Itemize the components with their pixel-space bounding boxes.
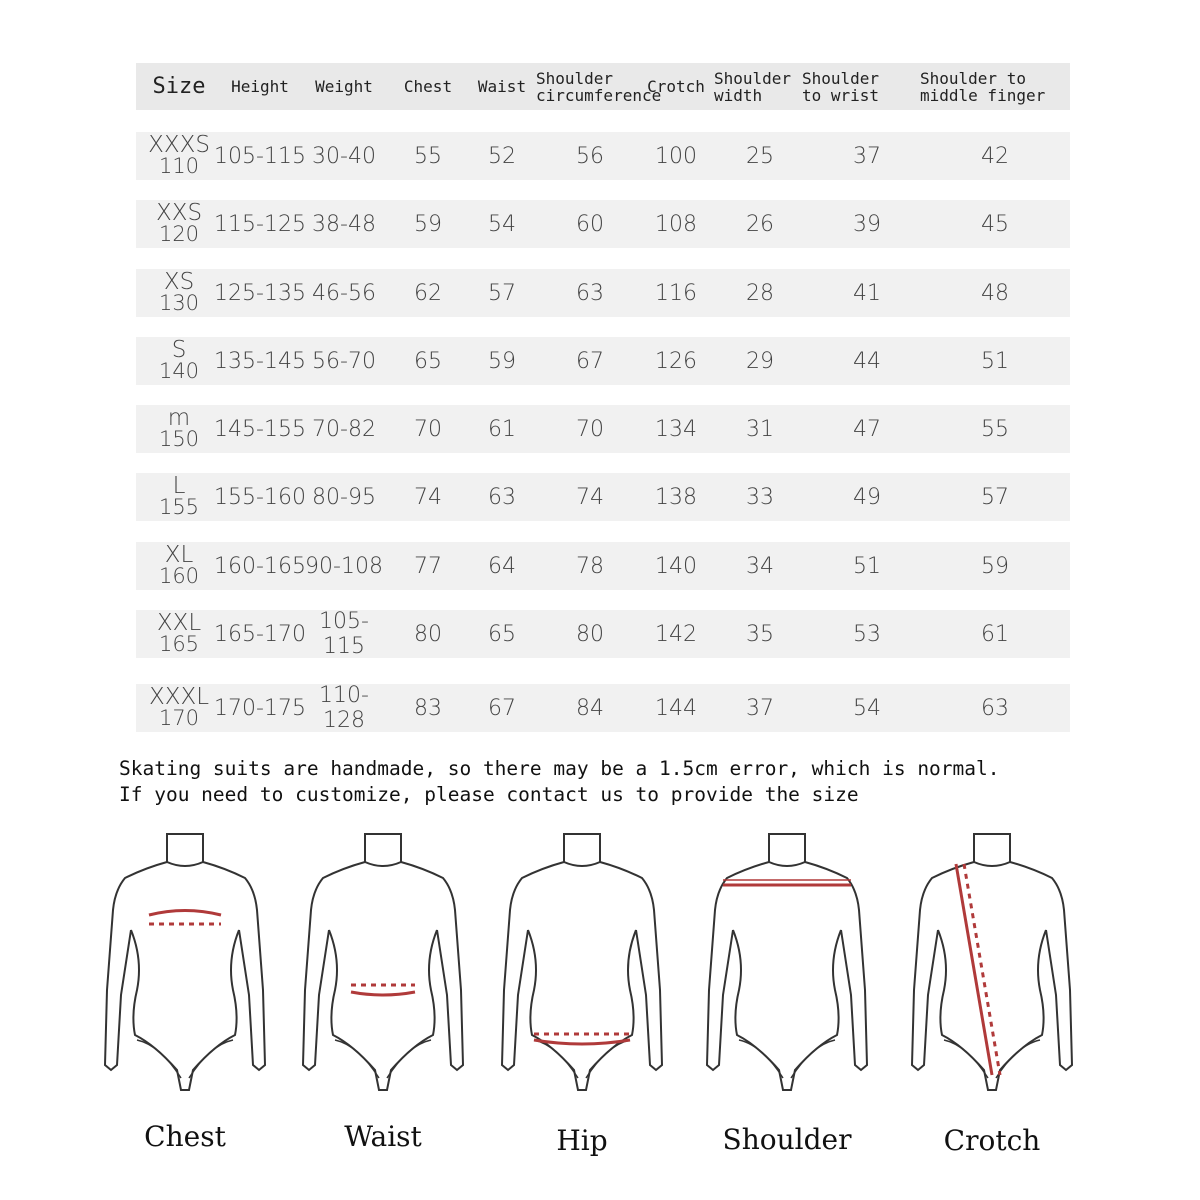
note-line-1: Skating suits are handmade, so there may be a 1.5cm error, which is normal. <box>119 757 1000 780</box>
cell-height: 125-135 <box>214 280 306 306</box>
cell-shoulder-wrist: 53 <box>853 621 881 647</box>
size-cell <box>136 200 222 248</box>
column-header-line: Chest <box>403 77 453 96</box>
cell-waist: 59 <box>488 348 516 374</box>
cell-weight: 70-82 <box>312 416 376 442</box>
cell-height: 115-125 <box>214 211 306 237</box>
cell-waist: 57 <box>488 280 516 306</box>
cell-crotch: 100 <box>655 143 697 169</box>
table-row <box>136 337 1070 385</box>
column-header-line: Crotch <box>647 77 705 96</box>
figure-shoulder <box>687 820 887 1156</box>
cell-shoulder-circ: 56 <box>576 143 604 169</box>
cell-crotch: 140 <box>655 553 697 579</box>
cell-chest: 80 <box>414 621 442 647</box>
column-header-line: Weight <box>315 77 373 96</box>
figure-label: Hip <box>556 1124 608 1157</box>
figure-label: Chest <box>144 1120 226 1153</box>
size-number: 155 <box>158 495 200 519</box>
cell-shoulder-wrist: 44 <box>853 348 881 374</box>
cell-weight: 56-70 <box>312 348 376 374</box>
cell-waist: 65 <box>488 621 516 647</box>
cell-chest: 74 <box>414 484 442 510</box>
figure-crotch <box>892 820 1092 1157</box>
size-number: 130 <box>158 291 200 315</box>
table-row <box>136 200 1070 248</box>
table-row <box>136 269 1070 317</box>
cell-shoulder-width: 25 <box>746 143 774 169</box>
cell-crotch: 144 <box>655 695 697 721</box>
column-header-shoulder-wrist <box>802 63 932 110</box>
cell-height: 155-160 <box>214 484 306 510</box>
cell-chest: 59 <box>414 211 442 237</box>
cell-chest: 77 <box>414 553 442 579</box>
column-header-line: to wrist <box>802 85 880 105</box>
column-header-line: Waist <box>477 77 527 96</box>
cell-waist: 61 <box>488 416 516 442</box>
cell-weight: 38-48 <box>312 211 376 237</box>
column-header-line: Height <box>231 77 289 96</box>
size-label: XL <box>164 542 194 568</box>
size-cell <box>136 269 222 317</box>
cell-chest: 55 <box>414 143 442 169</box>
column-header-crotch <box>638 63 714 110</box>
cell-crotch: 126 <box>655 348 697 374</box>
size-number: 120 <box>158 222 200 246</box>
figure-label: Shoulder <box>722 1123 852 1156</box>
size-cell <box>136 337 222 385</box>
size-label: XXL <box>156 610 202 636</box>
cell-shoulder-width: 37 <box>746 695 774 721</box>
cell-chest: 65 <box>414 348 442 374</box>
cell-waist: 63 <box>488 484 516 510</box>
cell-crotch: 116 <box>655 280 697 306</box>
cell-weight: 80-95 <box>312 484 376 510</box>
figure-hip <box>482 820 682 1157</box>
cell-shoulder-circ: 84 <box>576 695 604 721</box>
size-cell <box>136 405 222 453</box>
cell-shoulder-wrist: 49 <box>853 484 881 510</box>
cell-height: 135-145 <box>214 348 306 374</box>
figure-waist <box>283 820 483 1153</box>
bodysuit-shoulder-icon <box>687 820 887 1120</box>
table-row <box>136 542 1070 590</box>
cell-shoulder-circ: 63 <box>576 280 604 306</box>
note-line-2: If you need to customize, please contact us to provide the size <box>119 783 859 806</box>
column-header-shoulder-finger <box>920 63 1070 110</box>
table-row <box>136 132 1070 180</box>
cell-shoulder-finger: 42 <box>981 143 1009 169</box>
size-cell <box>136 132 222 180</box>
cell-shoulder-finger: 48 <box>981 280 1009 306</box>
size-note <box>119 756 1069 808</box>
cell-shoulder-circ: 60 <box>576 211 604 237</box>
cell-shoulder-wrist: 37 <box>853 143 881 169</box>
bodysuit-hip-icon <box>482 820 682 1120</box>
cell-height: 160-165 <box>214 553 306 579</box>
size-number: 160 <box>158 564 200 588</box>
cell-waist: 54 <box>488 211 516 237</box>
bodysuit-crotch-icon <box>892 820 1092 1120</box>
column-header-line: Shoulder <box>536 68 614 88</box>
cell-shoulder-finger: 45 <box>981 211 1009 237</box>
size-number: 140 <box>158 359 200 383</box>
cell-shoulder-finger: 59 <box>981 553 1009 579</box>
cell-shoulder-wrist: 39 <box>853 211 881 237</box>
figure-label: Crotch <box>943 1124 1041 1157</box>
cell-shoulder-wrist: 54 <box>853 695 881 721</box>
cell-shoulder-circ: 74 <box>576 484 604 510</box>
cell-shoulder-width: 29 <box>746 348 774 374</box>
cell-weight: 46-56 <box>312 280 376 306</box>
cell-shoulder-wrist: 51 <box>853 553 881 579</box>
bodysuit-waist-icon <box>283 820 483 1120</box>
cell-shoulder-circ: 78 <box>576 553 604 579</box>
cell-shoulder-finger: 55 <box>981 416 1009 442</box>
column-header-weight <box>300 63 388 110</box>
size-number: 165 <box>158 632 200 656</box>
cell-chest: 70 <box>414 416 442 442</box>
size-cell <box>136 542 222 590</box>
size-label: XXS <box>155 200 203 226</box>
column-header-line: Shoulder <box>714 68 792 88</box>
cell-weight: 30-40 <box>312 143 376 169</box>
column-header-shoulder-width <box>714 63 806 110</box>
column-header-line: width <box>714 85 763 105</box>
cell-shoulder-width: 33 <box>746 484 774 510</box>
cell-chest: 83 <box>414 695 442 721</box>
cell-shoulder-width: 35 <box>746 621 774 647</box>
figure-chest <box>85 820 285 1153</box>
column-header-chest <box>388 63 468 110</box>
cell-shoulder-wrist: 41 <box>853 280 881 306</box>
cell-shoulder-finger: 61 <box>981 621 1009 647</box>
measurement-figures <box>0 820 1200 1200</box>
figure-label: Waist <box>344 1120 422 1153</box>
size-label: XXXS <box>148 132 210 158</box>
table-row <box>136 684 1070 732</box>
cell-shoulder-width: 31 <box>746 416 774 442</box>
column-header-line: Shoulder to <box>920 68 1026 88</box>
column-header-line: middle finger <box>920 85 1046 105</box>
cell-weight: 110-128 <box>319 683 369 733</box>
cell-shoulder-finger: 57 <box>981 484 1009 510</box>
column-header-waist <box>466 63 538 110</box>
cell-shoulder-finger: 63 <box>981 695 1009 721</box>
size-label: S <box>171 337 187 363</box>
size-label: m <box>167 405 191 431</box>
cell-shoulder-circ: 70 <box>576 416 604 442</box>
size-cell <box>136 473 222 521</box>
size-number: 110 <box>158 154 200 178</box>
cell-height: 170-175 <box>214 695 306 721</box>
cell-shoulder-finger: 51 <box>981 348 1009 374</box>
table-row <box>136 473 1070 521</box>
cell-height: 105-115 <box>214 143 306 169</box>
cell-shoulder-wrist: 47 <box>853 416 881 442</box>
size-label: XXXL <box>148 684 210 710</box>
cell-waist: 64 <box>488 553 516 579</box>
cell-chest: 62 <box>414 280 442 306</box>
size-number: 150 <box>158 427 200 451</box>
bodysuit-chest-icon <box>85 820 285 1120</box>
cell-crotch: 138 <box>655 484 697 510</box>
cell-crotch: 134 <box>655 416 697 442</box>
cell-shoulder-circ: 67 <box>576 348 604 374</box>
size-cell <box>136 610 222 658</box>
cell-shoulder-circ: 80 <box>576 621 604 647</box>
cell-weight: 90-108 <box>305 553 383 579</box>
cell-shoulder-width: 26 <box>746 211 774 237</box>
size-number: 170 <box>158 706 200 730</box>
size-cell <box>136 684 222 732</box>
cell-waist: 67 <box>488 695 516 721</box>
column-header-size <box>136 63 222 110</box>
column-header-shoulder-circ <box>536 63 662 110</box>
cell-waist: 52 <box>488 143 516 169</box>
size-label: L <box>172 473 186 499</box>
column-header-height <box>214 63 306 110</box>
cell-weight: 105-115 <box>319 609 369 659</box>
cell-shoulder-width: 34 <box>746 553 774 579</box>
column-header-line: circumference <box>536 85 662 105</box>
cell-crotch: 142 <box>655 621 697 647</box>
cell-shoulder-width: 28 <box>746 280 774 306</box>
table-row <box>136 405 1070 453</box>
column-header-line: Size <box>152 74 206 99</box>
size-label: XS <box>163 269 195 295</box>
table-row <box>136 610 1070 658</box>
cell-crotch: 108 <box>655 211 697 237</box>
table-header-row <box>136 63 1070 110</box>
cell-height: 165-170 <box>214 621 306 647</box>
column-header-line: Shoulder <box>802 68 880 88</box>
cell-height: 145-155 <box>214 416 306 442</box>
